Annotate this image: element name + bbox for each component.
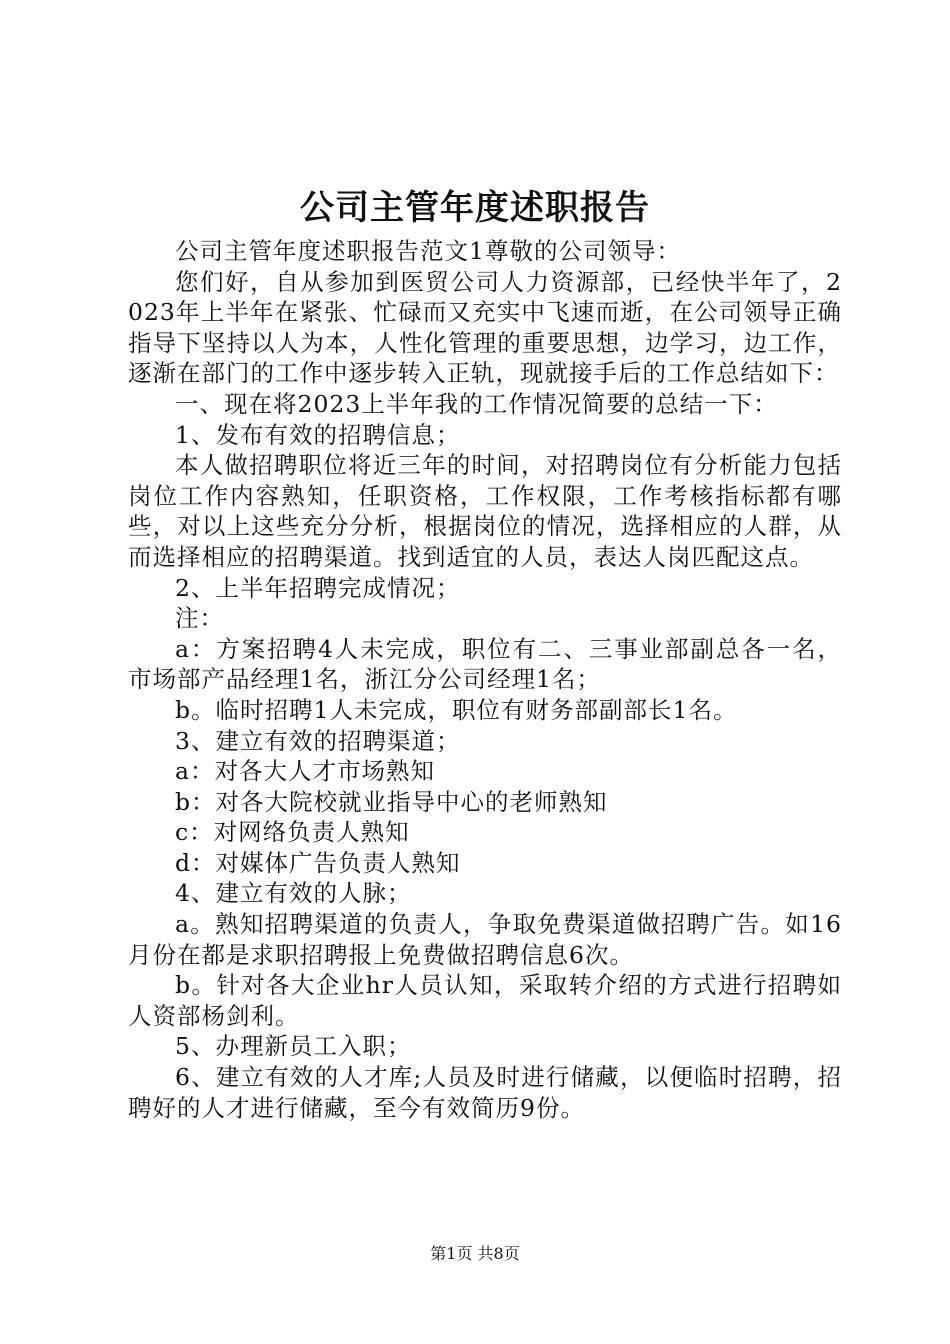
document-title: 公司主管年度述职报告 <box>300 188 650 228</box>
paragraph: 3、建立有效的招聘渠道； <box>175 726 461 755</box>
paragraph: 本人做招聘职位将近三年的时间，对招聘岗位有分析能力包括岗位工作内容熟知，任职资格，工作权限，工作考核指标都有哪些，对以上这些充分分析，根据岗位的情况，选择相应的人群，从而选择相应的招聘渠道。找到适宜的人员，表达人岗匹配这点。 <box>128 451 842 571</box>
paragraph: b。临时招聘1人未完成，职位有财务部副部长1名。 <box>175 695 738 724</box>
paragraph: 公司主管年度述职报告范文1尊敬的公司领导： <box>175 237 681 265</box>
paragraph: 您们好，自从参加到医贸公司人力资源部，已经快半年了，2023年上半年在紧张、忙碌而又充实中飞速而逝，在公司领导正确指导下坚持以人为本，人性化管理的重要思想，边学习，边工作，逐渐在部门的工作中逐步转入正轨，现就接手后的工作总结如下： <box>128 267 842 388</box>
paragraph: c：对网络负责人熟知 <box>175 818 410 847</box>
paragraph: b。针对各大企业hr人员认知，采取转介绍的方式进行招聘如人资部杨剑利。 <box>128 971 842 1030</box>
paragraph: 2、上半年招聘完成情况； <box>175 573 461 602</box>
paragraph: b：对各大院校就业指导中心的老师熟知 <box>175 787 608 816</box>
paragraph: 1、发布有效的招聘信息； <box>175 420 461 449</box>
paragraph: a。熟知招聘渠道的负责人，争取免费渠道做招聘广告。如16月份在都是求职招聘报上免费做招聘信息6次。 <box>128 910 842 969</box>
page-footer: 第1页 共8页 <box>430 1244 520 1263</box>
paragraph: a：对各大人才市场熟知 <box>175 757 436 786</box>
paragraph: 5、办理新员工入职； <box>175 1032 412 1061</box>
paragraph: a：方案招聘4人未完成，职位有二、三事业部副总各一名，市场部产品经理1名，浙江分公司经理1名； <box>128 634 842 694</box>
paragraph: 6、建立有效的人才库;人员及时进行储藏，以便临时招聘，招聘好的人才进行储藏，至今有效简历9份。 <box>128 1063 842 1122</box>
document-body <box>128 236 842 1123</box>
paragraph: 注： <box>175 604 224 633</box>
paragraph: 4、建立有效的人脉； <box>175 879 412 908</box>
paragraph: 一、现在将2023上半年我的工作情况简要的总结一下： <box>175 389 778 418</box>
paragraph: d：对媒体广告负责人熟知 <box>175 848 461 877</box>
